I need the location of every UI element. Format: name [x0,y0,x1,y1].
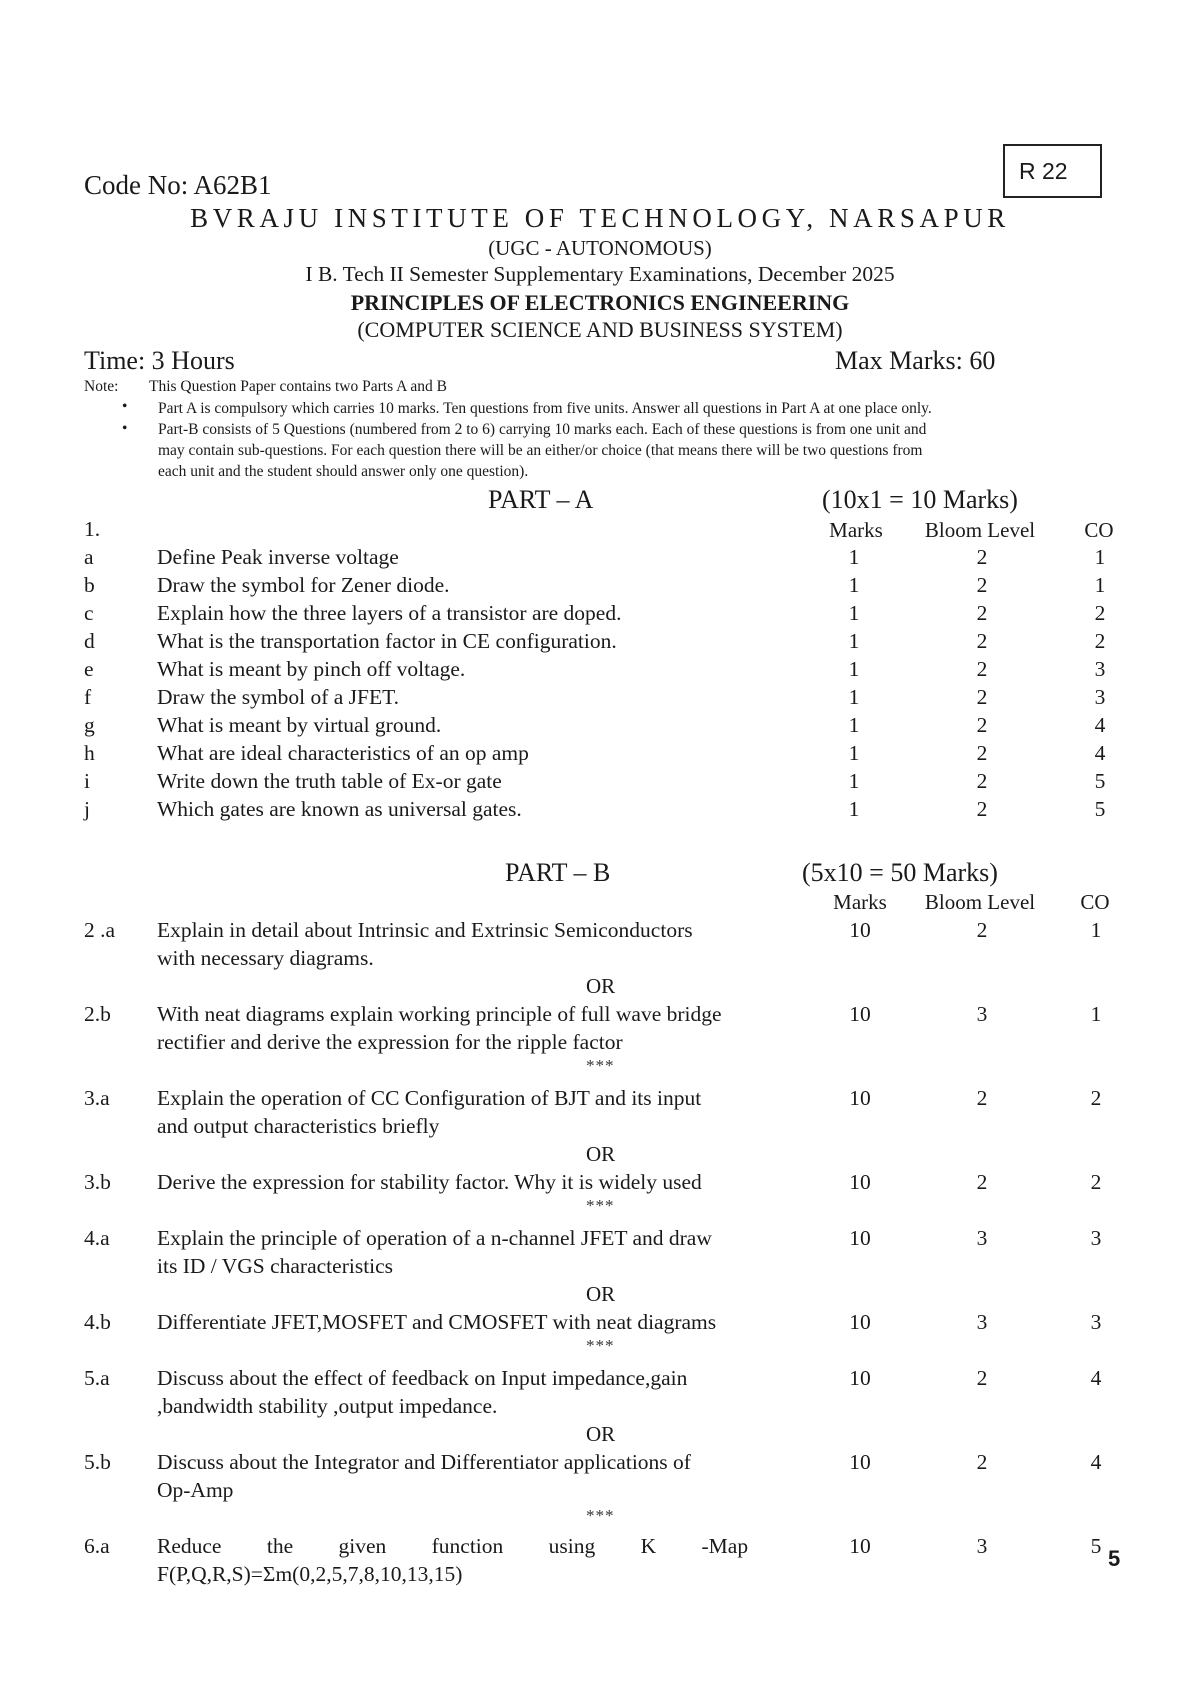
question-marks: 10 [849,1310,871,1334]
question-marks: 10 [849,1534,871,1558]
question-co: 1 [1090,918,1102,942]
question-label: i [84,769,90,793]
question-marks: 10 [849,1366,871,1390]
question-marks: 1 [848,713,860,737]
question-label: 2.b [84,1002,111,1026]
question-co: 3 [1090,1226,1102,1250]
question-text-line-2: Op-Amp [157,1478,234,1502]
question-co: 2 [1090,1170,1102,1194]
question-label: a [84,545,94,569]
max-marks: Max Marks: 60 [835,346,996,375]
question-bloom: 2 [976,918,988,942]
section-separator: *** [586,1336,615,1355]
question-marks: 1 [848,545,860,569]
question-number: 1. [84,517,101,541]
question-text-line-2: F(P,Q,R,S)=Σm(0,2,5,7,8,10,13,15) [157,1562,463,1586]
question-label: 5.a [84,1366,110,1390]
question-marks: 1 [848,741,860,765]
question-label: 5.b [84,1450,111,1474]
question-bloom: 2 [976,769,988,793]
question-label: 4.a [84,1226,110,1250]
question-text-line-1: Differentiate JFET,MOSFET and CMOSFET with neat diagrams [157,1310,717,1334]
question-text: What is the transportation factor in CE configuration. [157,629,617,653]
note-bullet-2-line-3: each unit and the student should answer only one question). [158,463,529,480]
section-separator: *** [586,1056,615,1075]
question-label: e [84,657,94,681]
question-co: 5 [1094,769,1106,793]
question-text-line-2: rectifier and derive the expression for the ripple factor [157,1030,623,1054]
question-co: 4 [1090,1450,1102,1474]
question-text: What are ideal characteristics of an op amp [157,741,529,765]
question-text: What is meant by virtual ground. [157,713,442,737]
or-separator: OR [586,974,616,998]
question-bloom: 3 [976,1310,988,1334]
question-label: 3.b [84,1170,111,1194]
question-bloom: 2 [976,629,988,653]
question-text: Which gates are known as universal gates. [157,797,522,821]
question-co: 2 [1090,1086,1102,1110]
question-label: c [84,601,94,625]
column-marks: Marks [829,518,883,542]
question-co: 4 [1090,1366,1102,1390]
note-label: Note: [84,378,119,395]
bullet-icon: • [122,420,128,437]
question-text-line-2: ,bandwidth stability ,output impedance. [157,1394,498,1418]
column-bloom-level: Bloom Level [924,518,1036,542]
question-text-line-2: its ID / VGS characteristics [157,1254,394,1278]
or-separator: OR [586,1422,616,1446]
question-marks: 1 [848,601,860,625]
question-label: 2 .a [84,918,116,942]
question-bloom: 2 [976,1450,988,1474]
or-separator: OR [586,1282,616,1306]
question-co: 1 [1094,545,1106,569]
question-bloom: 3 [976,1002,988,1026]
question-text: Define Peak inverse voltage [157,545,399,569]
code-number: Code No: A62B1 [84,170,272,200]
note-bullet-2-line-2: may contain sub-questions. For each question there will be an either/or choice (that means there will be two questions from [158,442,923,459]
question-text-line-2: and output characteristics briefly [157,1114,440,1138]
question-co: 3 [1090,1310,1102,1334]
question-bloom: 2 [976,657,988,681]
question-bloom: 3 [976,1226,988,1250]
question-co: 1 [1090,1002,1102,1026]
part-b-marks-title: (5x10 = 50 Marks) [802,858,998,887]
question-bloom: 2 [976,1366,988,1390]
question-text: Draw the symbol of a JFET. [157,685,400,709]
question-marks: 1 [848,657,860,681]
question-marks: 1 [848,685,860,709]
branch-title: (COMPUTER SCIENCE AND BUSINESS SYSTEM) [357,317,843,342]
question-bloom: 2 [976,685,988,709]
question-bloom: 2 [976,797,988,821]
question-co: 3 [1094,657,1106,681]
question-marks: 10 [849,1170,871,1194]
or-separator: OR [586,1142,616,1166]
question-text-line-1: With neat diagrams explain working principle of full wave bridge [157,1002,722,1026]
question-marks: 10 [849,1002,871,1026]
column-co: CO [1080,890,1110,914]
question-co: 1 [1094,573,1106,597]
note-text: This Question Paper contains two Parts A and B [149,378,447,395]
question-label: 4.b [84,1310,111,1334]
question-text-line-1: Discuss about the Integrator and Differentiator applications of [157,1450,691,1474]
bullet-icon: • [122,398,128,415]
question-bloom: 2 [976,713,988,737]
exam-title: I B. Tech II Semester Supplementary Examinations, December 2025 [305,262,895,286]
question-co: 5 [1090,1534,1102,1558]
question-label: b [84,573,95,597]
question-co: 2 [1094,601,1106,625]
page-number: 5 [1108,1546,1121,1571]
question-co: 5 [1094,797,1106,821]
question-bloom: 2 [976,741,988,765]
question-text-line-2: with necessary diagrams. [157,946,374,970]
question-text: What is meant by pinch off voltage. [157,657,466,681]
question-marks: 1 [848,573,860,597]
question-label: j [84,797,90,821]
part-a-marks-title: (10x1 = 10 Marks) [822,485,1018,514]
question-label: 6.a [84,1534,110,1558]
part-a-title: PART – A [488,485,594,514]
column-bloom-level: Bloom Level [924,890,1036,914]
question-co: 4 [1094,741,1106,765]
question-marks: 1 [848,629,860,653]
section-separator: *** [586,1196,615,1215]
question-text-line-1: Reduce the given function using K -Map [157,1534,749,1558]
column-marks: Marks [833,890,887,914]
section-separator: *** [586,1506,615,1525]
question-co: 3 [1094,685,1106,709]
question-bloom: 2 [976,601,988,625]
question-text-line-1: Explain in detail about Intrinsic and Extrinsic Semiconductors [157,918,693,942]
autonomy-status: (UGC - AUTONOMOUS) [488,236,712,260]
question-label: g [84,713,95,737]
question-text-line-1: Explain the principle of operation of a n-channel JFET and draw [157,1226,712,1250]
question-marks: 1 [848,797,860,821]
question-text: Write down the truth table of Ex-or gate [157,769,502,793]
question-marks: 1 [848,769,860,793]
regulation-box: R 22 [1003,144,1102,198]
question-label: d [84,629,95,653]
question-bloom: 2 [976,545,988,569]
note-bullet-1: Part A is compulsory which carries 10 marks. Ten questions from five units. Answer all questions in Part A at one place only. [158,400,932,417]
part-b-title: PART – B [505,858,611,887]
question-marks: 10 [849,1086,871,1110]
question-bloom: 2 [976,1170,988,1194]
question-label: f [84,685,92,709]
question-text: Explain how the three layers of a transistor are doped. [157,601,622,625]
question-co: 4 [1094,713,1106,737]
note-bullet-2-line-1: Part-B consists of 5 Questions (numbered from 2 to 6) carrying 10 marks each. Each of these questions is from one unit and [158,421,927,438]
question-bloom: 2 [976,573,988,597]
time-duration: Time: 3 Hours [84,346,235,375]
question-label: 3.a [84,1086,110,1110]
question-co: 2 [1094,629,1106,653]
question-marks: 10 [849,1226,871,1250]
question-bloom: 3 [976,1534,988,1558]
question-text-line-1: Explain the operation of CC Configuration of BJT and its input [157,1086,702,1110]
question-text-line-1: Discuss about the effect of feedback on Input impedance,gain [157,1366,688,1390]
institute-name: BVRAJU INSTITUTE OF TECHNOLOGY, NARSAPUR [190,203,1010,233]
question-marks: 10 [849,1450,871,1474]
question-text: Draw the symbol for Zener diode. [157,573,450,597]
question-bloom: 2 [976,1086,988,1110]
question-marks: 10 [849,918,871,942]
question-label: h [84,741,95,765]
question-text-line-1: Derive the expression for stability factor. Why it is widely used [157,1170,702,1194]
column-co: CO [1084,518,1114,542]
subject-title: PRINCIPLES OF ELECTRONICS ENGINEERING [350,290,850,315]
